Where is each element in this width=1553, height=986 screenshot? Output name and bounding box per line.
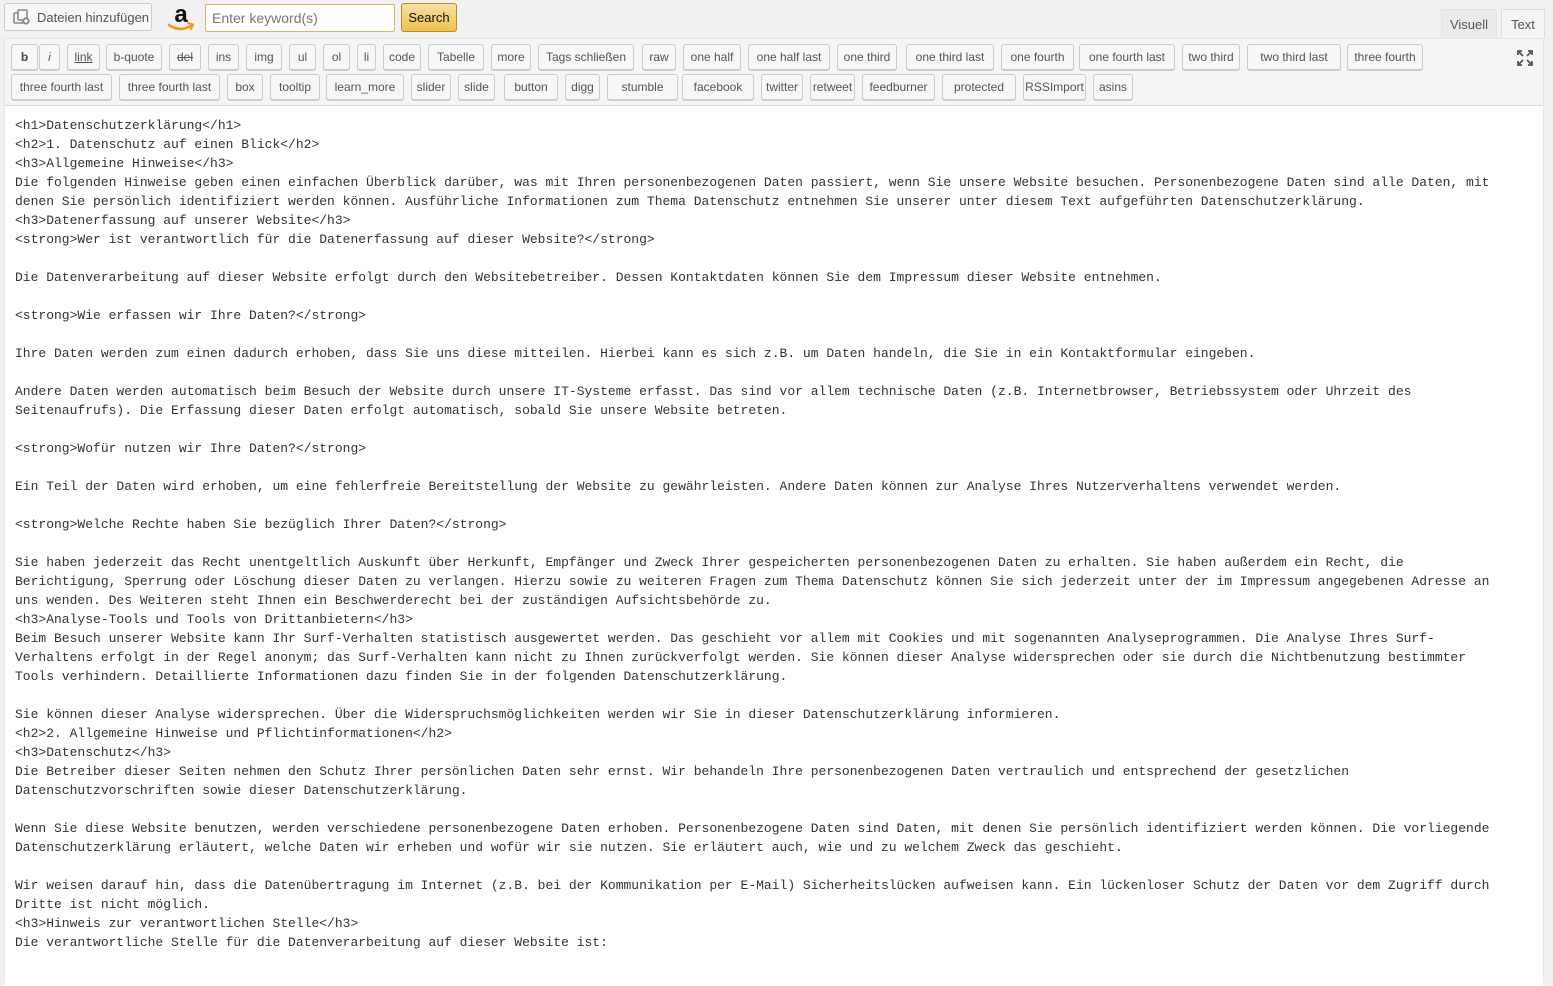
quicktag-button[interactable]: slider	[411, 74, 451, 100]
quicktag-button[interactable]: two third last	[1247, 44, 1341, 70]
quicktag-button[interactable]: link	[67, 44, 100, 70]
quicktag-button[interactable]: one half last	[748, 44, 830, 70]
content-line	[15, 496, 1533, 515]
add-media-label: Dateien hinzufügen	[37, 9, 150, 25]
quicktag-button[interactable]: one third last	[906, 44, 994, 70]
content-line: Seitenaufrufs). Die Erfassung dieser Daten erfolgt automatisch, sobald Sie unsere Website betreten.	[15, 403, 788, 418]
search-button[interactable]: Search	[401, 3, 457, 32]
quicktag-button[interactable]: button	[504, 74, 558, 100]
content-line	[15, 534, 1533, 553]
quicktag-button[interactable]: li	[357, 44, 376, 70]
content-line: Berichtigung, Sperrung oder Löschung dieser Daten zu verlangen. Hierzu sowie zu weiteren Fragen zum Thema Datenschutz können Sie sich jederzeit unter der im Impressum angegebenen Adresse an	[15, 574, 1490, 589]
quicktag-button[interactable]: i	[39, 44, 60, 70]
quicktag-button[interactable]: slide	[458, 74, 495, 100]
content-line	[15, 420, 1533, 439]
quicktag-button[interactable]: twitter	[761, 74, 803, 100]
content-line: uns wenden. Des Weiteren steht Ihnen ein Beschwerderecht bei der zuständigen Aufsichtsbehörde zu.	[15, 593, 772, 608]
content-line: <h3>Hinweis zur verantwortlichen Stelle</h3>	[15, 916, 359, 931]
quicktag-button[interactable]: box	[227, 74, 263, 100]
quicktag-button[interactable]: raw	[642, 44, 676, 70]
content-line	[15, 686, 1533, 705]
quicktag-button[interactable]: del	[169, 44, 201, 70]
content-line: Andere Daten werden automatisch beim Besuch der Website durch unsere IT-Systeme erfasst. Das sind vor allem technische Daten (z.B. Internetbrowser, Betriebssystem oder Uhrzeit des	[15, 384, 1412, 399]
quicktag-button[interactable]: digg	[565, 74, 600, 100]
fullscreen-icon[interactable]	[1515, 48, 1535, 68]
quicktag-button[interactable]: one third	[837, 44, 897, 70]
content-line: Sie haben jederzeit das Recht unentgeltlich Auskunft über Herkunft, Empfänger und Zweck Ihrer gespeicherten personenbezogenen Daten zu erhalten. Sie haben außerdem ein Recht, die	[15, 555, 1404, 570]
quicktag-button[interactable]: two third	[1182, 44, 1240, 70]
content-line: Beim Besuch unserer Website kann Ihr Surf-Verhalten statistisch ausgewertet werden. Das geschieht vor allem mit Cookies und mit sogenannten Analyseprogrammen. Die Analyse Ihres Surf-	[15, 631, 1435, 646]
content-line: <h2>2. Allgemeine Hinweise und Pflichtinformationen</h2>	[15, 726, 452, 741]
quicktags-toolbar	[5, 39, 1543, 106]
content-line	[15, 458, 1533, 477]
content-line	[15, 249, 1533, 268]
content-line: Die Datenverarbeitung auf dieser Website erfolgt durch den Websitebetreiber. Dessen Kontaktdaten können Sie dem Impressum dieser Website entnehmen.	[15, 270, 1162, 285]
amazon-logo-icon	[167, 2, 195, 34]
content-line: Datenschutzerklärung erläutert, welche Daten wir erheben und wofür wir sie nutzen. Sie erläutert auch, wie und zu welchem Zweck das geschieht.	[15, 840, 1123, 855]
quicktag-button[interactable]: ol	[323, 44, 350, 70]
quicktag-button[interactable]: three fourth	[1347, 44, 1423, 70]
quicktag-button[interactable]: more	[491, 44, 531, 70]
top-bar	[0, 0, 1553, 38]
quicktag-button[interactable]: b-quote	[106, 44, 162, 70]
quicktag-button[interactable]: learn_more	[326, 74, 404, 100]
content-line: <h3>Allgemeine Hinweise</h3>	[15, 156, 234, 171]
content-line: denen Sie persönlich identifiziert werden können. Ausführliche Informationen zum Thema Datenschutz entnehmen Sie unserer unter diesem Text aufgeführten Datenschutzerklärung.	[15, 194, 1365, 209]
quicktag-button[interactable]: three fourth last	[11, 74, 112, 100]
content-line: Die Betreiber dieser Seiten nehmen den Schutz Ihrer persönlichen Daten sehr ernst. Wir behandeln Ihre personenbezogenen Daten vertraulich und entsprechend der gesetzlichen	[15, 764, 1350, 779]
svg-text:a: a	[174, 2, 188, 28]
content-line: Ein Teil der Daten wird erhoben, um eine fehlerfreie Bereitstellung der Website zu gewährleisten. Andere Daten können zur Analyse Ihres Nutzerverhaltens verwendet werden.	[15, 479, 1342, 494]
quicktag-button[interactable]: tooltip	[270, 74, 320, 100]
tab-visual[interactable]: Visuell	[1441, 9, 1497, 38]
content-line: Wenn Sie diese Website benutzen, werden verschiedene personenbezogene Daten erhoben. Personenbezogene Daten sind Daten, mit denen Sie persönlich identifiziert werden können. Die vorliegende	[15, 821, 1490, 836]
tab-text[interactable]: Text	[1501, 9, 1545, 38]
keyword-search-input[interactable]	[205, 4, 395, 32]
quicktag-button[interactable]: one fourth last	[1079, 44, 1175, 70]
quicktag-button[interactable]: ins	[208, 44, 239, 70]
content-line: <h3>Datenerfassung auf unserer Website</h3>	[15, 213, 351, 228]
quicktag-button[interactable]: feedburner	[862, 74, 935, 100]
content-line: Datenschutzvorschriften sowie dieser Datenschutzerklärung.	[15, 783, 468, 798]
quicktag-button[interactable]: protected	[942, 74, 1016, 100]
content-line: Verhaltens erfolgt in der Regel anonym; das Surf-Verhalten kann nicht zu Ihnen zurückverfolgt werden. Sie können dieser Analyse widersprechen oder sie durch die Nichtbenutzung bestimmter	[15, 650, 1467, 665]
content-line: <strong>Wofür nutzen wir Ihre Daten?</strong>	[15, 441, 367, 456]
content-line: Dritte ist nicht möglich.	[15, 897, 211, 912]
quicktag-button[interactable]: one half	[683, 44, 741, 70]
add-media-button[interactable]	[4, 3, 152, 31]
content-line: Ihre Daten werden zum einen dadurch erhoben, dass Sie uns diese mitteilen. Hierbei kann es sich z.B. um Daten handeln, die Sie in ein Kontaktformular eingeben.	[15, 346, 1256, 361]
content-line: <strong>Wer ist verantwortlich für die Datenerfassung auf dieser Website?</strong>	[15, 232, 655, 247]
content-line	[15, 325, 1533, 344]
quicktag-button[interactable]: code	[383, 44, 421, 70]
quicktag-button[interactable]: Tags schließen	[538, 44, 634, 70]
quicktag-button[interactable]: RSSImport	[1023, 74, 1086, 100]
content-line: <strong>Wie erfassen wir Ihre Daten?</strong>	[15, 308, 367, 323]
quicktag-button[interactable]: stumble	[607, 74, 678, 100]
quicktag-button[interactable]: three fourth last	[119, 74, 220, 100]
content-line: <h3>Datenschutz</h3>	[15, 745, 172, 760]
quicktag-button[interactable]: one fourth	[1001, 44, 1074, 70]
quicktag-button[interactable]: retweet	[810, 74, 855, 100]
content-line: Sie können dieser Analyse widersprechen. Über die Widerspruchsmöglichkeiten werden wir Sie in dieser Datenschutzerklärung informieren.	[15, 707, 1061, 722]
content-line	[15, 857, 1533, 876]
quicktag-button[interactable]: img	[246, 44, 282, 70]
content-line: <h1>Datenschutzerklärung</h1>	[15, 118, 242, 133]
quicktag-button[interactable]: b	[11, 44, 38, 70]
content-line	[15, 800, 1533, 819]
content-line: Tools verhindern. Detaillierte Informationen dazu finden Sie in der folgenden Datenschutzerklärung.	[15, 669, 788, 684]
content-line: <h2>1. Datenschutz auf einen Blick</h2>	[15, 137, 320, 152]
content-textarea[interactable]	[5, 106, 1543, 986]
quicktag-button[interactable]: Tabelle	[428, 44, 484, 70]
quicktag-button[interactable]: ul	[289, 44, 316, 70]
content-line	[15, 287, 1533, 306]
content-line: <strong>Welche Rechte haben Sie bezüglich Ihrer Daten?</strong>	[15, 517, 507, 532]
content-line: <h3>Analyse-Tools und Tools von Drittanbietern</h3>	[15, 612, 413, 627]
content-line: Wir weisen darauf hin, dass die Datenübertragung im Internet (z.B. bei der Kommunikation per E-Mail) Sicherheitslücken aufweisen kann. Ein lückenloser Schutz der Daten vor dem Zugriff durch	[15, 878, 1490, 893]
quicktag-button[interactable]: facebook	[682, 74, 754, 100]
content-line	[15, 363, 1533, 382]
editor	[4, 38, 1544, 978]
content-line: Die folgenden Hinweise geben einen einfachen Überblick darüber, was mit Ihren personenbezogenen Daten passiert, wenn Sie unsere Website besuchen. Personenbezogene Daten sind alle Daten, mit	[15, 175, 1490, 190]
quicktag-button[interactable]: asins	[1093, 74, 1133, 100]
content-line: Die verantwortliche Stelle für die Datenverarbeitung auf dieser Website ist:	[15, 935, 608, 950]
media-icon	[13, 8, 31, 26]
